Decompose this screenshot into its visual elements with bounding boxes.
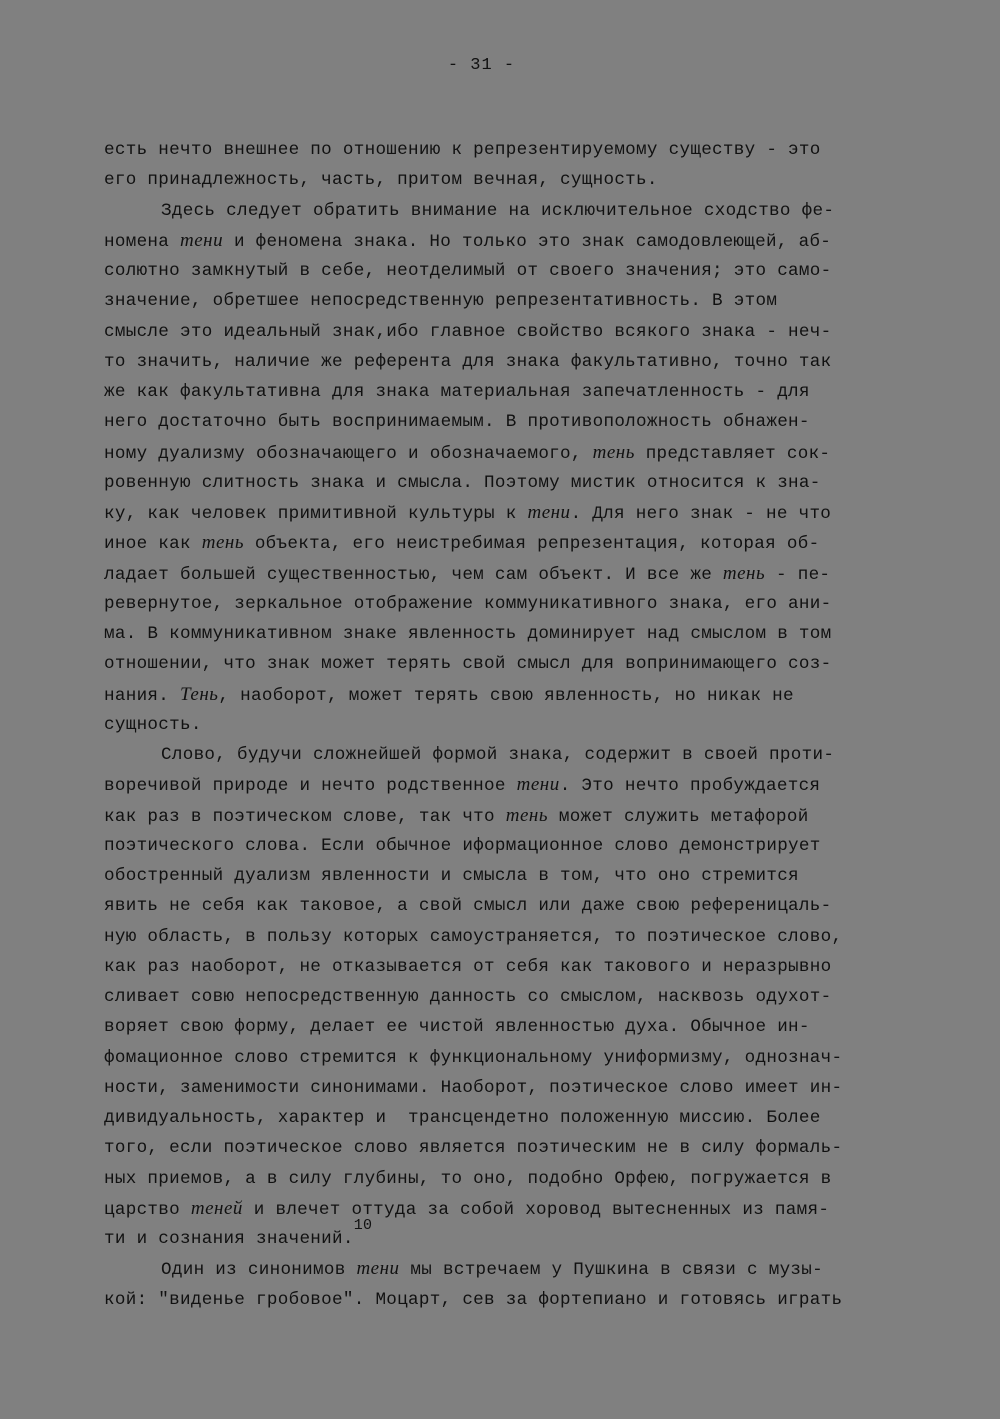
text-line bbox=[104, 801, 934, 831]
text-segment: представляет сок- bbox=[634, 443, 831, 464]
page-number: - 31 - bbox=[447, 56, 516, 75]
italic-word: тени bbox=[527, 502, 571, 523]
text-segment: . Это нечто пробуждается bbox=[559, 776, 821, 797]
text-segment: сущность. bbox=[104, 714, 202, 735]
text-line bbox=[104, 1254, 934, 1284]
text-segment: ладает большей существенностью, чем сам объект. И все же bbox=[104, 564, 723, 585]
text-line bbox=[104, 407, 934, 437]
text-line bbox=[104, 740, 934, 770]
text-segment: его принадлежность, часть, притом вечная, сущность. bbox=[104, 170, 658, 191]
text-line bbox=[104, 861, 934, 891]
text-segment: ровенную слитность знака и смысла. Поэтому мистик относится к зна- bbox=[104, 472, 821, 493]
text-segment: иное как bbox=[104, 534, 202, 555]
text-segment: ти и сознания значений. bbox=[104, 1229, 354, 1249]
text-line bbox=[104, 468, 934, 498]
text-line bbox=[104, 226, 934, 256]
text-segment: отношении, что знак может терять свой смысл для вопринимающего соз- bbox=[104, 654, 832, 675]
text-line bbox=[104, 710, 934, 740]
text-segment: обостренный дуализм явленности и смысла в том, что оно стремится bbox=[104, 866, 799, 886]
text-segment: явить не себя как таковое, а свой смысл или даже свою референицаль- bbox=[104, 896, 832, 917]
text-segment: кой: "виденье гробовое". Моцарт, сев за фортепиано и готовясь играть bbox=[104, 1289, 843, 1310]
text-line bbox=[104, 982, 934, 1012]
text-line bbox=[104, 498, 934, 528]
italic-word: тень bbox=[505, 804, 548, 826]
text-segment: воречивой природе и нечто родственное bbox=[104, 776, 517, 797]
text-segment: ности, заменимости синонимами. Наоборот, поэтическое слово имеет ин- bbox=[104, 1077, 843, 1098]
text-segment: нания. bbox=[104, 685, 181, 706]
text-line bbox=[104, 1103, 934, 1133]
italic-word: тень bbox=[592, 441, 635, 463]
text-line bbox=[104, 770, 934, 800]
text-segment: Слово, будучи сложнейшей формой знака, содержит в своей проти- bbox=[161, 745, 835, 765]
text-segment: Один из синонимов bbox=[161, 1260, 357, 1281]
text-line bbox=[104, 1133, 934, 1163]
text-line bbox=[104, 831, 934, 861]
text-segment: того, если поэтическое слово является поэтическим не в силу формаль- bbox=[104, 1138, 843, 1159]
text-segment: дивидуальность, характер и трансцендетно положенную миссию. Более bbox=[104, 1108, 821, 1128]
text-line bbox=[104, 891, 934, 921]
text-segment: есть нечто внешнее по отношению к репрезентируемому существу - это bbox=[104, 140, 821, 160]
text-segment: царство bbox=[104, 1199, 191, 1220]
text-segment: него достаточно быть воспринимаемым. В противоположность обнажен- bbox=[104, 412, 810, 433]
text-line bbox=[104, 1285, 934, 1315]
text-segment: ному дуализму обозначающего и обозначаемого, bbox=[104, 443, 593, 464]
text-line bbox=[104, 256, 934, 286]
text-line bbox=[104, 165, 934, 195]
text-line bbox=[104, 619, 934, 649]
italic-word: тень bbox=[201, 532, 244, 554]
text-line bbox=[104, 438, 934, 468]
text-line bbox=[104, 286, 934, 316]
text-segment: номена bbox=[104, 231, 181, 252]
text-segment: как раз в поэтическом слове, так что bbox=[104, 806, 506, 827]
text-line bbox=[104, 1043, 934, 1073]
text-segment: - пе- bbox=[765, 564, 831, 585]
text-line bbox=[104, 952, 934, 982]
text-segment: же как факультативна для знака материальная запечатленность - для bbox=[104, 382, 810, 402]
text-segment: Здесь следует обратить внимание на исключительное сходство фе- bbox=[161, 200, 835, 221]
italic-word: тени bbox=[180, 229, 224, 251]
text-line bbox=[104, 1217, 934, 1254]
text-line bbox=[104, 1073, 934, 1103]
text-line bbox=[104, 922, 934, 952]
text-line bbox=[104, 377, 934, 407]
italic-word: Тень bbox=[180, 683, 219, 705]
text-segment: может служить метафорой bbox=[547, 806, 809, 827]
text-segment: воряет свою форму, делает ее чистой явленностью духа. Обычное ин- bbox=[104, 1017, 810, 1038]
italic-word: теней bbox=[190, 1197, 243, 1219]
italic-word: тени bbox=[356, 1258, 400, 1280]
text-segment: сливает совю непосредственную данность со смыслом, насквозь одухот- bbox=[104, 987, 832, 1007]
text-segment: значение, обретшее непосредственную репрезентативность. В этом bbox=[104, 291, 778, 312]
text-segment: ма. В коммуникативном знаке явленность доминирует над смыслом в том bbox=[104, 624, 832, 644]
text-line bbox=[104, 680, 934, 710]
text-line bbox=[104, 528, 934, 558]
text-line bbox=[104, 1164, 934, 1194]
text-line bbox=[104, 347, 934, 377]
italic-word: тень bbox=[722, 562, 766, 584]
text-segment: и влечет оттуда за собой хоровод вытесненных из памя- bbox=[242, 1199, 830, 1220]
text-segment: ку, как человек примитивной культуры к bbox=[104, 504, 528, 524]
text-line bbox=[104, 1012, 934, 1042]
text-segment: ных приемов, а в силу глубины, то оно, подобно Орфею, погружается в bbox=[104, 1168, 832, 1189]
text-segment: как раз наоборот, не отказывается от себя как такового и неразрывно bbox=[104, 956, 832, 977]
text-line bbox=[104, 317, 934, 347]
text-segment: солютно замкнутый в себе, неотделимый от своего значения; это само- bbox=[104, 261, 832, 281]
text-line bbox=[104, 1194, 934, 1224]
text-line bbox=[104, 589, 934, 619]
text-segment: смысле это идеальный знак,ибо главное свойство всякого знака - неч- bbox=[104, 321, 832, 342]
body-text bbox=[104, 135, 934, 1315]
text-line bbox=[104, 559, 934, 589]
text-segment: поэтического слова. Если обычное иформационное слово демонстрирует bbox=[104, 835, 821, 856]
text-line bbox=[104, 649, 934, 679]
text-segment: то значить, наличие же референта для знака факультативно, точно так bbox=[104, 351, 832, 372]
text-segment: мы встречаем у Пушкина в связи с музы- bbox=[399, 1260, 824, 1281]
footnote-marker: 10 bbox=[353, 1217, 373, 1234]
italic-word: тени bbox=[516, 774, 560, 796]
text-segment: ревернутое, зеркальное отображение коммуникативного знака, его ани- bbox=[104, 593, 832, 614]
text-line bbox=[104, 196, 934, 226]
text-segment: , наоборот, может терять свою явленность, но никак не bbox=[218, 685, 794, 706]
text-segment: и феномена знака. Но только это знак самодовлеющей, аб- bbox=[223, 231, 832, 252]
text-segment: ную область, в пользу которых самоустраняется, то поэтическое слово, bbox=[104, 926, 843, 947]
text-segment: . Для него знак - не что bbox=[570, 504, 832, 524]
text-line bbox=[104, 135, 934, 165]
text-segment: фомационное слово стремится к функциональному униформизму, однознач- bbox=[104, 1047, 843, 1068]
text-segment: объекта, его неистребимая репрезентация, которая об- bbox=[243, 534, 820, 555]
